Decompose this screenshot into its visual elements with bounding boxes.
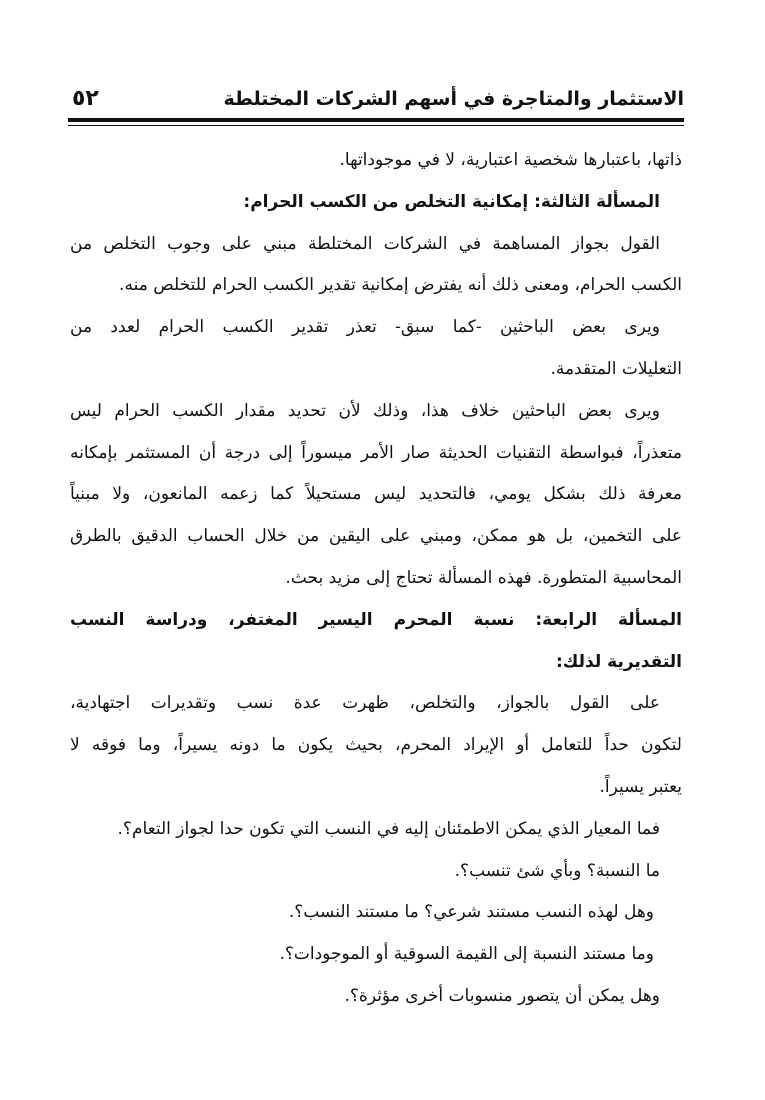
text-line: الكسب الحرام، ومعنى ذلك أنه يفترض إمكانية تقدير الكسب الحرام للتخلص منه. — [119, 275, 682, 296]
text-line: التعليلات المتقدمة. — [550, 358, 682, 379]
section-heading-4: المسألة الرابعة: نسبة المحرم اليسير المغتفر، ودراسة النسب — [70, 609, 682, 630]
question-line: وهل يمكن أن يتصور منسوبات أخرى مؤثرة؟. — [344, 985, 660, 1006]
page-header — [68, 86, 684, 120]
question-line: فما المعيار الذي يمكن الاطمئنان إليه في النسب التي تكون حدا لجواز التعام؟. — [117, 818, 660, 839]
section-heading-4-cont: التقديرية لذلك: — [556, 651, 682, 672]
text-line: معرفة ذلك بشكل يومي، فالتحديد ليس مستحيلاً كما زعمه المانعون، ولا مبنياً — [70, 484, 682, 505]
text-line: لتكون حداً للتعامل أو الإيراد المحرم، بحيث يكون ما دونه يسيراً، وما فوقه لا — [70, 735, 682, 756]
question-line: ما النسبة؟ وبأي شئ تنسب؟. — [454, 860, 660, 881]
page-number: ٥٢ — [72, 86, 99, 111]
header-rule-thick — [68, 118, 684, 122]
section-heading-3: المسألة الثالثة: إمكانية التخلص من الكسب الحرام: — [243, 191, 660, 212]
text-line: ذاتها، باعتبارها شخصية اعتبارية، لا في موجوداتها. — [339, 150, 682, 170]
text-line: ويرى بعض الباحثين -كما سبق- تعذر تقدير الكسب الحرام لعدد من — [70, 317, 660, 338]
text-line: على التخمين، بل هو ممكن، ومبني على اليقين من خلال الحساب الدقيق بالطرق — [70, 526, 682, 547]
text-line: القول بجواز المساهمة في الشركات المختلطة مبني على وجوب التخلص من — [70, 233, 660, 254]
header-rule-thin — [68, 125, 684, 126]
text-line: على القول بالجواز، والتخلص، ظهرت عدة نسب وتقديرات اجتهادية، — [70, 693, 660, 714]
text-line: يعتبر يسيراً. — [599, 776, 682, 797]
text-line: ويرى بعض الباحثين خلاف هذا، وذلك لأن تحديد مقدار الكسب الحرام ليس — [70, 400, 660, 421]
body-text — [70, 140, 682, 1018]
text-line: المحاسبية المتطورة. فهذه المسألة تحتاج إلى مزيد بحث. — [285, 567, 682, 588]
question-line: وما مستند النسبة إلى القيمة السوقية أو الموجودات؟. — [279, 944, 654, 965]
text-line: متعذراً، فبواسطة التقنيات الحديثة صار الأمر ميسوراً إلى درجة أن المستثمر بإمكانه — [70, 442, 682, 463]
running-title: الاستثمار والمتاجرة في أسهم الشركات المختلطة — [223, 88, 684, 110]
question-line: وهل لهذه النسب مستند شرعي؟ ما مستند النسب؟. — [288, 902, 654, 923]
